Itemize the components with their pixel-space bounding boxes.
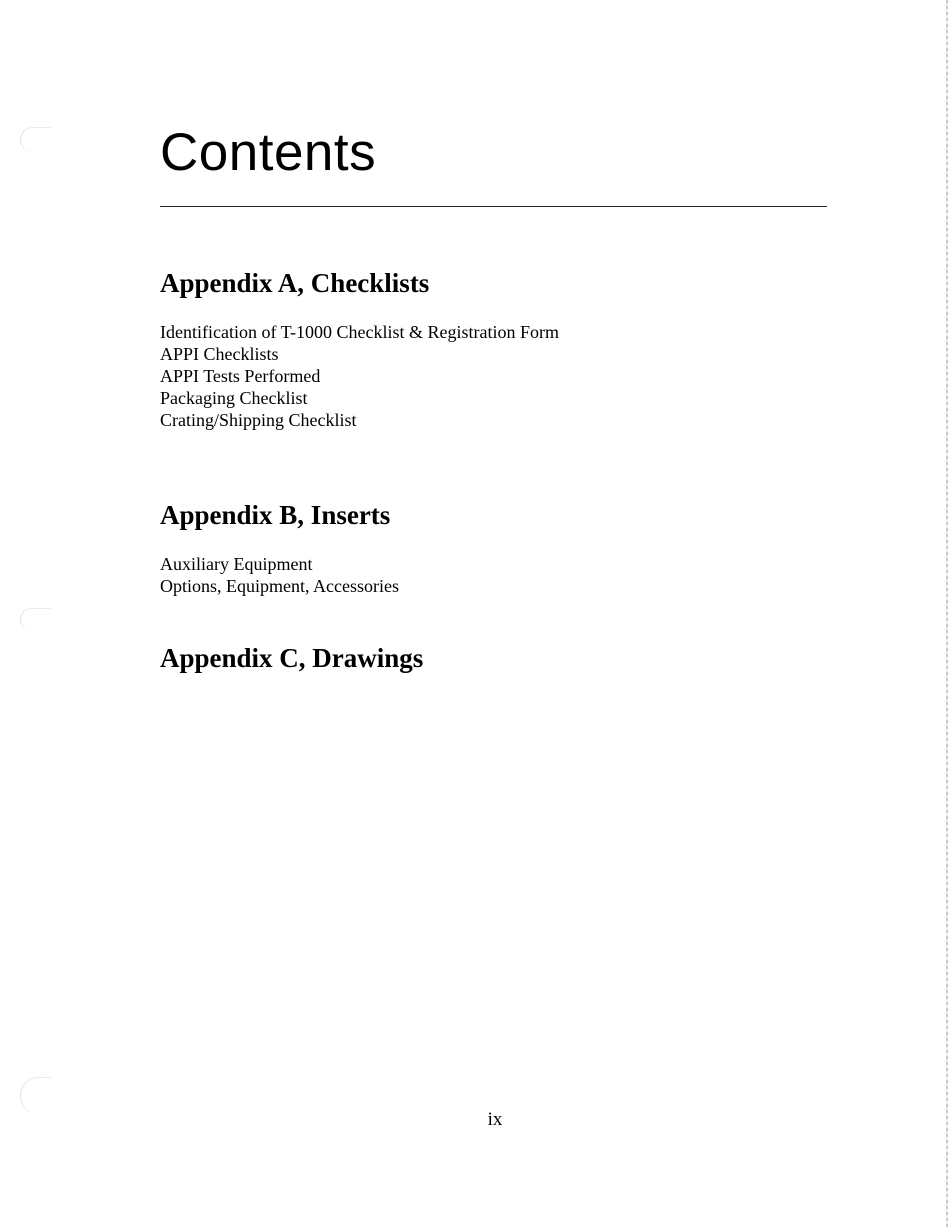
section-heading: Appendix A, Checklists <box>160 268 430 298</box>
section-heading: Appendix B, Inserts <box>160 500 391 530</box>
toc-item: APPI Checklists <box>160 344 279 364</box>
section-heading: Appendix C, Drawings <box>160 643 424 673</box>
section-appendix-a <box>160 267 780 431</box>
punch-hole-mark <box>20 608 51 631</box>
section-item-list <box>160 321 780 431</box>
toc-item: Options, Equipment, Accessories <box>160 576 399 596</box>
section-appendix-b <box>160 499 780 597</box>
page-number: ix <box>487 1109 503 1130</box>
toc-item: Identification of T-1000 Checklist & Registration Form <box>160 322 559 342</box>
page-title: Contents <box>160 123 377 182</box>
title-divider <box>160 206 827 207</box>
toc-item: Packaging Checklist <box>160 388 308 408</box>
toc-item: APPI Tests Performed <box>160 366 321 386</box>
punch-hole-mark <box>20 127 51 152</box>
section-appendix-c <box>160 642 780 674</box>
toc-item: Auxiliary Equipment <box>160 554 313 574</box>
section-item-list <box>160 553 780 597</box>
scan-edge-artifact <box>946 0 948 1228</box>
toc-item: Crating/Shipping Checklist <box>160 410 357 430</box>
